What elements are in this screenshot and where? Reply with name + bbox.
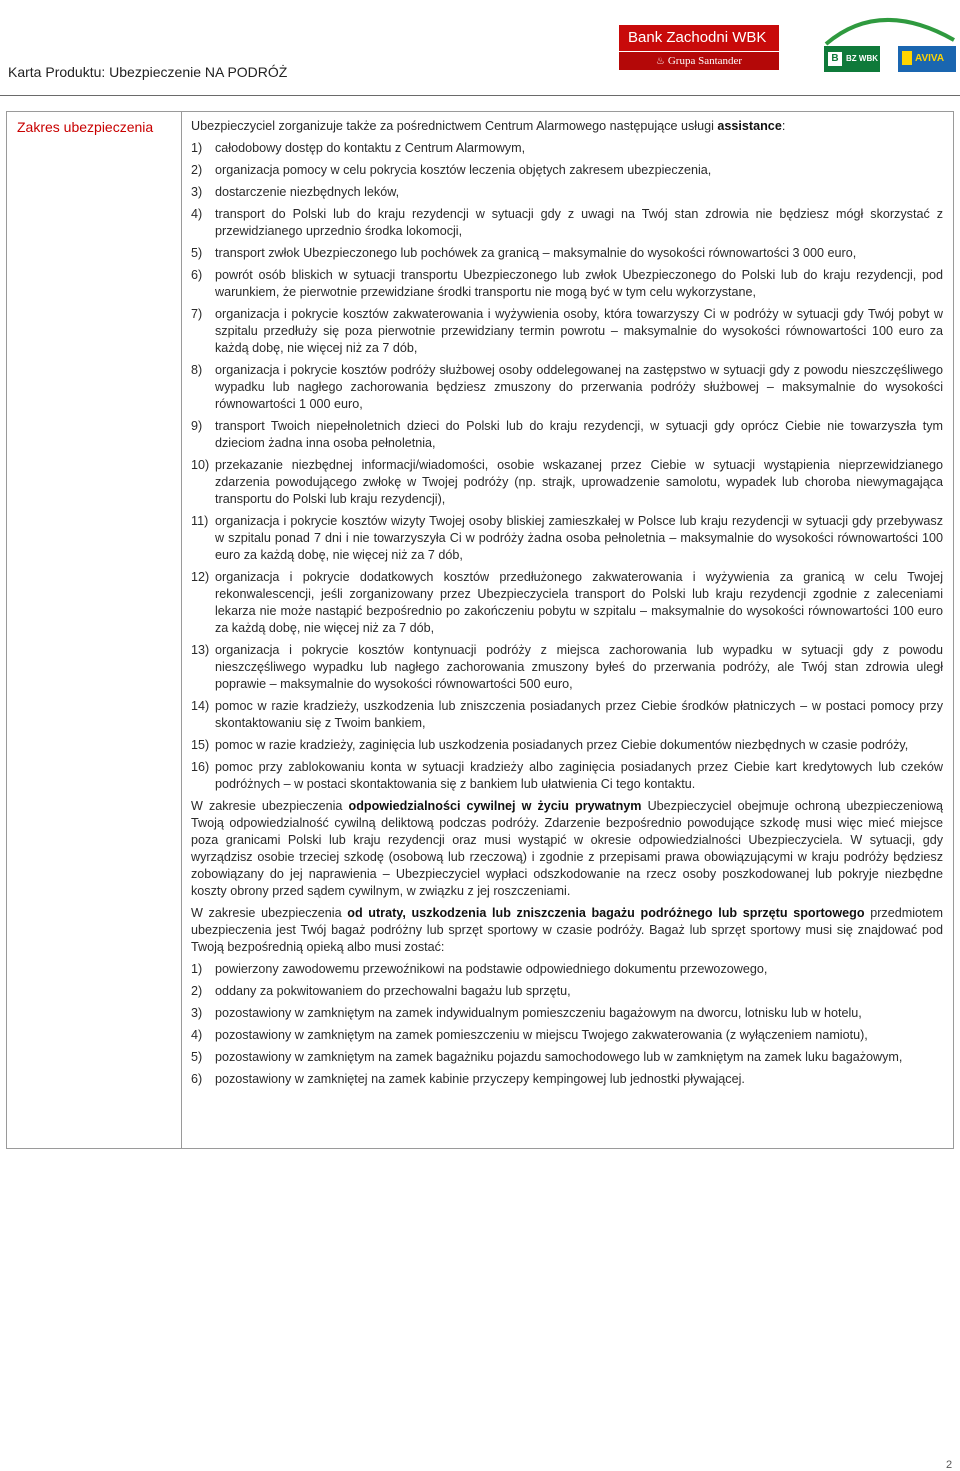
- list-number: 5): [191, 246, 203, 260]
- luggage-item: [191, 1005, 943, 1022]
- list-text: pozostawiony w zamkniętym na zamek bagażniku pojazdu samochodowego lub w zamkniętym na zamek luku bagażowym,: [215, 1050, 903, 1064]
- assistance-item: [191, 206, 943, 240]
- list-number: 1): [191, 141, 203, 155]
- bzwbk-partner-badge: [824, 46, 880, 72]
- list-number: 9): [191, 419, 203, 433]
- bank-logo: [619, 25, 779, 69]
- assistance-item: [191, 362, 943, 413]
- b-letter-icon: B: [828, 52, 842, 66]
- luggage-item: [191, 1049, 943, 1066]
- assistance-item: [191, 306, 943, 357]
- list-number: 15): [191, 738, 210, 752]
- list-number: 16): [191, 760, 210, 774]
- list-text: organizacja i pokrycie dodatkowych kosztów przedłużonego zakwaterowania i wyżywienia za granicą w celu Twojej rekonwalescencji, jeśli zorganizowany przez Ubezpieczyciela transport do Polski lub kraju rezydencji zgodnie z zaleceniami lekarza nie może nastąpić bezpośrednio po zakończeniu pobytu w szpitalu – maksymalnie do wysokości równowartości 100 euro za każdą dobę, nie więcej niż za 7 dób,: [215, 570, 943, 635]
- list-number: 7): [191, 307, 203, 321]
- liability-bold: odpowiedzialności cywilnej w życiu prywatnym: [348, 799, 642, 813]
- list-text: powrót osób bliskich w sytuacji transportu Ubezpieczonego lub zwłok Ubezpieczonego do Polski lub do kraju rezydencji, pod warunkiem, że pierwotnie przewidziane środki transportu nie mogą być w tym celu wykorzystane,: [215, 268, 943, 299]
- list-number: 14): [191, 699, 210, 713]
- list-text: transport zwłok Ubezpieczonego lub pochówek za granicą – maksymalnie do wysokości równowartości 3 000 euro,: [215, 246, 857, 260]
- assistance-item: [191, 642, 943, 693]
- list-text: transport do Polski lub do kraju rezydencji w sytuacji gdy z uwagi na Twój stan zdrowia nie będziesz mógł skorzystać z przewidzianego uprzednio środka lokomocji,: [215, 207, 943, 238]
- aviva-partner-badge: [898, 46, 956, 72]
- partner-logo: [820, 4, 960, 74]
- list-number: 6): [191, 1072, 203, 1086]
- assistance-item: [191, 245, 943, 262]
- list-number: 4): [191, 207, 203, 221]
- intro-text: Ubezpieczyciel zorganizuje także za pośrednictwem Centrum Alarmowego następujące usługi: [191, 119, 718, 133]
- luggage-post: przedmiotem ubezpieczenia jest Twój bagaż podróżny lub sprzęt sportowy w czasie podróży. Bagaż lub sprzęt sportowy musi się znajdować pod Twoją bezpośrednią opieką albo musi zostać:: [191, 906, 944, 954]
- list-number: 12): [191, 570, 210, 584]
- list-number: 1): [191, 962, 203, 976]
- arc-icon: [820, 4, 960, 48]
- assistance-item: [191, 759, 943, 793]
- list-text: całodobowy dostęp do kontaktu z Centrum Alarmowym,: [215, 141, 526, 155]
- bank-group-bar: [619, 51, 779, 70]
- assistance-item: [191, 162, 943, 179]
- liability-pre: W zakresie ubezpieczenia: [191, 799, 349, 813]
- assistance-item: [191, 418, 943, 452]
- list-text: organizacja i pokrycie kosztów kontynuacji podróży z miejsca zachorowania lub wypadku w sytuacji gdy z powodu nieszczęśliwego wypadku lub nagłego zachorowania zmuszony byłeś do przerwania podróży, ale Twój stan zdrowia uległ poprawie – maksymalnie do wysokości równowartości 500 euro,: [215, 643, 943, 691]
- luggage-pre: W zakresie ubezpieczenia: [191, 906, 348, 920]
- list-text: oddany za pokwitowaniem do przechowalni bagażu lub sprzętu,: [215, 984, 571, 998]
- list-number: 10): [191, 458, 210, 472]
- list-text: pozostawiony w zamkniętym na zamek pomieszczeniu w miejscu Twojego zakwaterowania (z wyłączeniem namiotu),: [215, 1028, 868, 1042]
- list-number: 2): [191, 984, 203, 998]
- list-number: 2): [191, 163, 203, 177]
- luggage-list: [191, 961, 943, 1088]
- list-number: 5): [191, 1050, 203, 1064]
- page-number: 2: [946, 1459, 953, 1471]
- partner-right-label: AVIVA: [915, 53, 945, 64]
- assistance-item: [191, 267, 943, 301]
- list-text: organizacja i pokrycie kosztów wizyty Twojej osoby bliskiej zamieszkałej w Polsce lub kraju rezydencji w sytuacji gdy przebywasz w szpitalu ponad 7 dni i nie towarzyszyła Ci w podróży żadna osoba pełnoletnia – maksymalnie do wysokości równowartości 100 euro za każdą dobę, nie więcej niż za 7 dób,: [215, 514, 943, 562]
- header-divider: [0, 95, 960, 96]
- luggage-item: [191, 983, 943, 1000]
- luggage-bold: od utraty, uszkodzenia lub zniszczenia bagażu podróżnego lub sprzętu sportowego: [347, 906, 865, 920]
- list-text: transport Twoich niepełnoletnich dzieci do Polski lub do kraju rezydencji, w sytuacji gdy oprócz Ciebie nie towarzyszła tym dzieciom żadna inna osoba pełnoletnia,: [215, 419, 943, 450]
- assistance-list: [191, 140, 943, 793]
- luggage-item: [191, 1027, 943, 1044]
- list-text: pozostawiony w zamkniętym na zamek indywidualnym pomieszczeniu bagażowym na dworcu, lotnisku lub w hotelu,: [215, 1006, 862, 1020]
- list-text: pomoc w razie kradzieży, zaginięcia lub uszkodzenia posiadanych przez Ciebie dokumentów niezbędnych w czasie podróży,: [215, 738, 909, 752]
- list-number: 13): [191, 643, 210, 657]
- assistance-item: [191, 698, 943, 732]
- list-number: 8): [191, 363, 203, 377]
- flame-icon: ♨: [655, 56, 665, 67]
- assistance-item: [191, 140, 943, 157]
- document-title: Karta Produktu: Ubezpieczenie NA PODRÓŻ: [8, 64, 288, 80]
- list-text: przekazanie niezbędnej informacji/wiadomości, osobie wskazanej przez Ciebie w sytuacji wystąpienia nieprzewidzianego zdarzenia powodującego zwłokę w Twojej podróży (np. strajk, uprowadzenie samolotu, wypadek lub choroba niewymagająca transportu do Polski lub kraju rezydencji),: [215, 458, 943, 506]
- page-header: [0, 0, 960, 96]
- list-number: 3): [191, 185, 203, 199]
- bank-name: Bank Zachodni WBK: [619, 25, 779, 51]
- liability-post: Ubezpieczyciel obejmuje ochroną ubezpieczeniową Twoją odpowiedzialność cywilną deliktową podczas podróży. Zdarzenie bezpośrednio powodujące szkodę musi więc mieć miejsce poza granicami Polski lub kraju rezydencji oraz musi wystąpić w okresie odpowiedzialności Ubezpieczyciela. W sytuacji, gdy wyrządzisz osobie trzeciej szkodę (osobową lub rzeczową) i zgodnie z przepisami prawa obowiązującymi w kraju podróży będziesz zobowiązany do jej naprawienia – Ubezpieczyciel wypłaci odszkodowanie na rzecz osoby poszkodowanej lub pokryje niezbędne koszty obrony przed sądem cywilnym, w związku z jej roszczeniami.: [191, 799, 943, 898]
- column-divider: [181, 111, 182, 1149]
- list-number: 6): [191, 268, 203, 282]
- luggage-item: [191, 961, 943, 978]
- list-text: powierzony zawodowemu przewoźnikowi na podstawie odpowiedniego dokumentu przewozowego,: [215, 962, 768, 976]
- section-label: Zakres ubezpieczenia: [17, 119, 154, 135]
- assistance-intro: [191, 118, 943, 135]
- list-text: pomoc przy zablokowaniu konta w sytuacji kradzieży albo zaginięcia posiadanych przez Ciebie kart kredytowych lub czeków podróżnych – w postaci skontaktowania się z bankiem lub ułatwienia Ci tego kontaktu.: [215, 760, 943, 791]
- list-text: pomoc w razie kradzieży, uszkodzenia lub zniszczenia posiadanych przez Ciebie środków płatniczych – w postaci pomocy przy skontaktowaniu się z Twoim bankiem,: [215, 699, 943, 730]
- list-text: pozostawiony w zamkniętej na zamek kabinie przyczepy kempingowej lub jednostki pływającej.: [215, 1072, 745, 1086]
- assistance-item: [191, 569, 943, 637]
- assistance-item: [191, 184, 943, 201]
- list-number: 4): [191, 1028, 203, 1042]
- list-text: dostarczenie niezbędnych leków,: [215, 185, 400, 199]
- assistance-item: [191, 513, 943, 564]
- list-number: 11): [191, 514, 209, 528]
- intro-bold: assistance: [717, 119, 782, 133]
- bank-group-name: Grupa Santander: [667, 55, 743, 67]
- intro-end: :: [781, 119, 786, 133]
- list-text: organizacja i pokrycie kosztów zakwaterowania i wyżywienia osoby, która towarzyszy Ci w podróży w sytuacji gdy Twój pobyt w szpitalu przedłuży się poza pierwotnie przewidziany termin powrotu – maksymalnie do wysokości równowartości 100 euro za każdą dobę, nie więcej niż za 7 dób,: [215, 307, 943, 355]
- section-content: [191, 118, 943, 1093]
- liability-paragraph: [191, 798, 943, 900]
- list-text: organizacja i pokrycie kosztów podróży służbowej osoby oddelegowanej na zastępstwo w sytuacji gdy z powodu nieszczęśliwego wypadku lub nagłego zachorowania będziesz zmuszony do przerwania podróży służbowej – maksymalnie do wysokości równowartości 1 000 euro,: [215, 363, 943, 411]
- flag-icon: [902, 51, 912, 65]
- list-number: 3): [191, 1006, 203, 1020]
- luggage-paragraph: [191, 905, 943, 956]
- assistance-item: [191, 457, 943, 508]
- luggage-item: [191, 1071, 943, 1088]
- list-text: organizacja pomocy w celu pokrycia kosztów leczenia objętych zakresem ubezpieczenia,: [215, 163, 712, 177]
- assistance-item: [191, 737, 943, 754]
- partner-left-label: BZ WBK: [846, 54, 878, 63]
